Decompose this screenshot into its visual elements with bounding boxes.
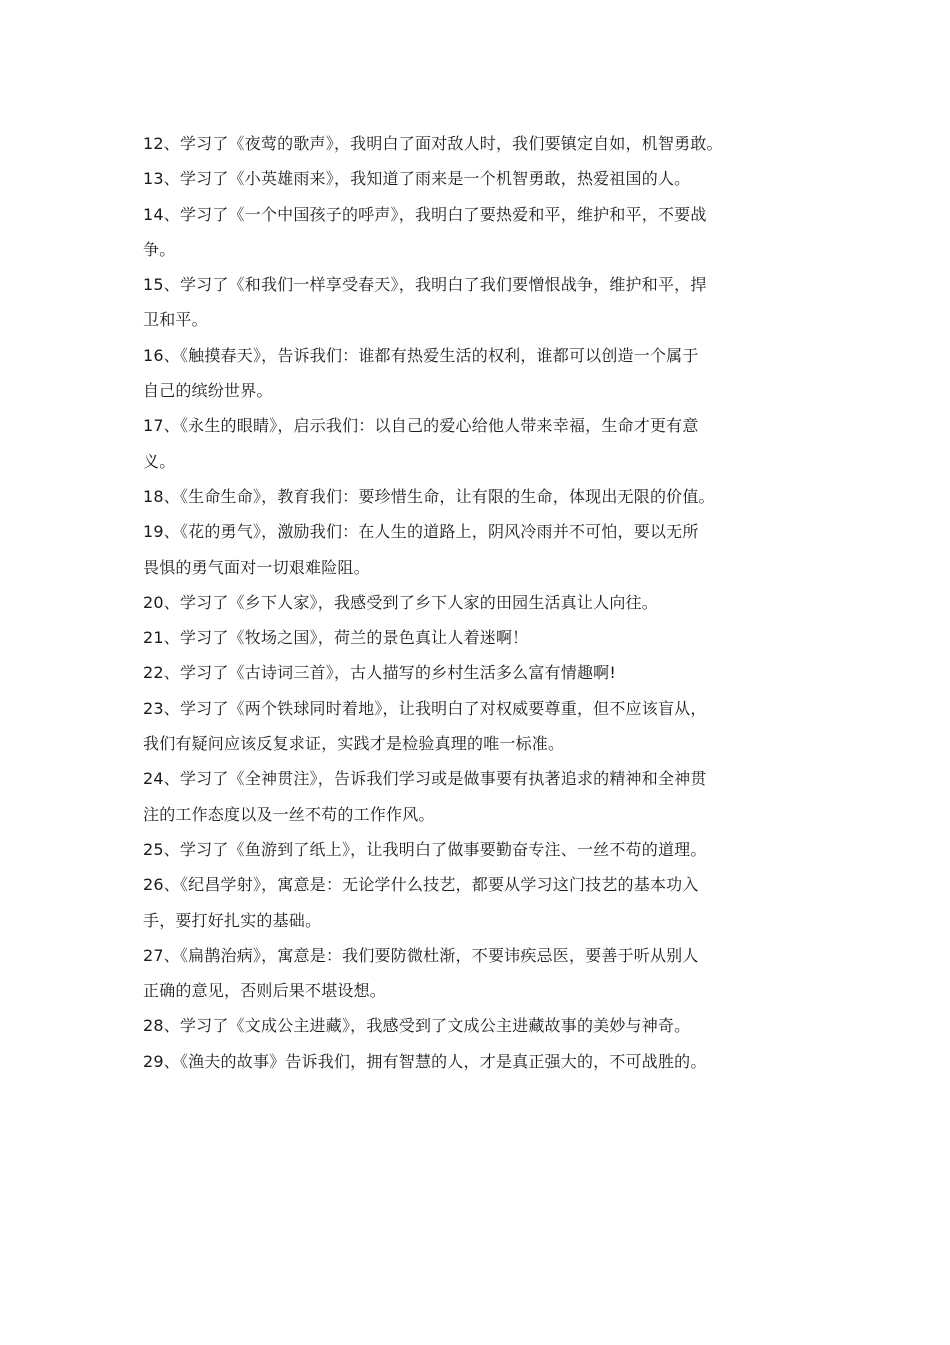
text-line: 23、学习了《两个铁球同时着地》，让我明白了对权威要尊重，但不应该盲从， bbox=[143, 698, 707, 718]
text-line: 26、《纪昌学射》，寓意是：无论学什么技艺，都要从学习这门技艺的基本功入 bbox=[143, 875, 699, 895]
text-line: 13、学习了《小英雄雨来》，我知道了雨来是一个机智勇敢，热爱祖国的人。 bbox=[143, 169, 691, 189]
text-line: 注的工作态度以及一丝不苟的工作作风。 bbox=[143, 804, 435, 824]
text-line: 我们有疑问应该反复求证，实践才是检验真理的唯一标准。 bbox=[143, 734, 565, 754]
text-line: 28、学习了《文成公主进藏》，我感受到了文成公主进藏故事的美妙与神奇。 bbox=[143, 1016, 691, 1036]
text-line: 22、学习了《古诗词三首》，古人描写的乡村生活多么富有情趣啊! bbox=[143, 663, 616, 683]
text-line: 18、《生命生命》，教育我们：要珍惜生命，让有限的生命，体现出无限的价值。 bbox=[143, 486, 715, 506]
text-line: 义。 bbox=[143, 451, 176, 471]
text-line: 25、学习了《鱼游到了纸上》，让我明白了做事要勤奋专注、一丝不苟的道理。 bbox=[143, 839, 707, 859]
text-line: 16、《触摸春天》，告诉我们：谁都有热爱生活的权利，谁都可以创造一个属于 bbox=[143, 345, 699, 365]
text-line: 手，要打好扎实的基础。 bbox=[143, 910, 322, 930]
text-line: 15、学习了《和我们一样享受春天》，我明白了我们要憎恨战争，维护和平，捍 bbox=[143, 275, 707, 295]
text-line: 20、学习了《乡下人家》，我感受到了乡下人家的田园生活真让人向往。 bbox=[143, 592, 658, 612]
text-line: 争。 bbox=[143, 239, 176, 259]
text-line: 畏惧的勇气面对一切艰难险阻。 bbox=[143, 557, 370, 577]
document-body bbox=[143, 126, 823, 1079]
text-line: 19、《花的勇气》，激励我们：在人生的道路上，阴风冷雨并不可怕，要以无所 bbox=[143, 522, 699, 542]
text-line: 正确的意见，否则后果不堪设想。 bbox=[143, 981, 387, 1001]
text-line: 12、学习了《夜莺的歌声》，我明白了面对敌人时，我们要镇定自如，机智勇敢。 bbox=[143, 134, 723, 153]
text-line: 14、学习了《一个中国孩子的呼声》，我明白了要热爱和平，维护和平，不要战 bbox=[143, 204, 707, 224]
text-line: 21、学习了《牧场之国》，荷兰的景色真让人着迷啊！ bbox=[143, 628, 529, 648]
text-line: 17、《永生的眼睛》，启示我们：以自己的爱心给他人带来幸福，生命才更有意 bbox=[143, 416, 699, 436]
text-line: 卫和平。 bbox=[143, 310, 208, 330]
text-line: 24、学习了《全神贯注》，告诉我们学习或是做事要有执著追求的精神和全神贯 bbox=[143, 769, 707, 789]
text-line: 29、《渔夫的故事》告诉我们，拥有智慧的人，才是真正强大的，不可战胜的。 bbox=[143, 1051, 707, 1071]
text-line: 27、《扁鹊治病》，寓意是：我们要防微杜渐，不要讳疾忌医，要善于听从别人 bbox=[143, 945, 699, 965]
text-line: 自己的缤纷世界。 bbox=[143, 381, 273, 401]
